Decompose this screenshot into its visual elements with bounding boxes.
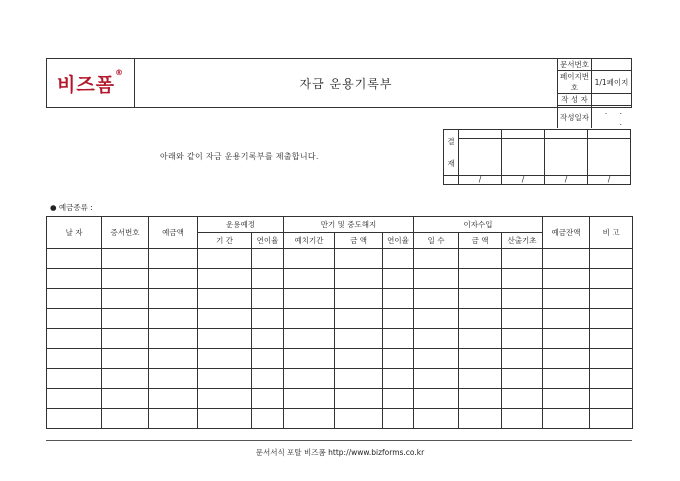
header-maturity-amount: 금 액 — [335, 233, 383, 249]
table-cell[interactable] — [252, 329, 284, 349]
table-cell[interactable] — [590, 389, 633, 409]
table-cell[interactable] — [252, 249, 284, 269]
approval-box — [443, 129, 631, 185]
table-cell[interactable] — [198, 409, 252, 429]
table-cell[interactable] — [284, 289, 335, 309]
footer-text: 문서서식 포탈 비즈폼 http://www.bizforms.co.kr — [255, 448, 425, 457]
table-cell[interactable] — [543, 329, 590, 349]
info-label: 페이지번호 — [558, 71, 592, 94]
table-cell[interactable] — [47, 249, 102, 269]
table-cell[interactable] — [102, 249, 149, 269]
table-cell[interactable] — [47, 329, 102, 349]
table-cell[interactable] — [383, 409, 414, 429]
table-cell[interactable] — [335, 329, 383, 349]
approval-label: 결 재 — [444, 130, 459, 176]
table-cell[interactable] — [198, 289, 252, 309]
footer-divider — [46, 440, 632, 441]
table-cell[interactable] — [284, 389, 335, 409]
approval-title-cell — [502, 130, 545, 139]
table-cell[interactable] — [47, 349, 102, 369]
document-title: 자금 운용기록부 — [299, 76, 393, 91]
table-cell[interactable] — [590, 249, 633, 269]
table-cell[interactable] — [414, 289, 459, 309]
approval-date-cell: / — [545, 176, 588, 185]
header-interest-amount: 금 액 — [459, 233, 502, 249]
table-cell[interactable] — [459, 349, 502, 369]
approval-title-cell — [459, 130, 502, 139]
approval-date-cell: / — [588, 176, 631, 185]
table-cell[interactable] — [502, 369, 543, 389]
header-plan-group: 운용예정 — [198, 217, 284, 233]
info-label: 문서번호 — [558, 59, 592, 71]
table-cell[interactable] — [198, 269, 252, 289]
table-cell[interactable] — [284, 269, 335, 289]
table-cell[interactable] — [414, 249, 459, 269]
table-cell[interactable] — [198, 329, 252, 349]
deposit-type-label: ● 예금종류 : — [50, 203, 93, 212]
table-cell[interactable] — [102, 329, 149, 349]
table-cell[interactable] — [47, 309, 102, 329]
table-cell[interactable] — [502, 329, 543, 349]
approval-sign-cell — [502, 139, 545, 176]
table-cell[interactable] — [149, 349, 198, 369]
info-label: 작 성 자 — [558, 94, 592, 106]
header-interest-group: 이자수입 — [414, 217, 543, 233]
table-cell[interactable] — [284, 249, 335, 269]
intro-text: 아래와 같이 자금 운용기록부를 제출합니다. — [160, 152, 319, 161]
table-body — [47, 249, 633, 429]
fund-record-table — [46, 216, 633, 429]
table-cell[interactable] — [284, 369, 335, 389]
approval-title-cell — [545, 130, 588, 139]
table-cell[interactable] — [543, 309, 590, 329]
table-cell[interactable] — [459, 329, 502, 349]
table-cell[interactable] — [414, 349, 459, 369]
info-value: . . . — [592, 106, 632, 129]
table-cell[interactable] — [502, 409, 543, 429]
header-deposit-amount: 예금액 — [149, 217, 198, 249]
header-remarks: 비 고 — [590, 217, 633, 249]
table-cell[interactable] — [335, 349, 383, 369]
table-cell[interactable] — [590, 369, 633, 389]
table-cell[interactable] — [198, 249, 252, 269]
table-cell[interactable] — [590, 329, 633, 349]
table-row — [47, 289, 633, 309]
header-cert-no: 증서번호 — [102, 217, 149, 249]
table-cell[interactable] — [383, 329, 414, 349]
table-cell[interactable] — [543, 289, 590, 309]
table-cell[interactable] — [284, 349, 335, 369]
table-row — [47, 389, 633, 409]
table-cell[interactable] — [459, 309, 502, 329]
info-value: 1/1페이지 — [592, 71, 632, 94]
table-cell[interactable] — [252, 369, 284, 389]
table-cell[interactable] — [543, 389, 590, 409]
table-cell[interactable] — [252, 269, 284, 289]
header-interest-days: 일 수 — [414, 233, 459, 249]
table-cell[interactable] — [459, 269, 502, 289]
approval-date-cell: / — [459, 176, 502, 185]
approval-title-cell — [588, 130, 631, 139]
table-cell[interactable] — [102, 269, 149, 289]
table-cell[interactable] — [252, 289, 284, 309]
table-cell[interactable] — [198, 369, 252, 389]
table-cell[interactable] — [149, 309, 198, 329]
table-cell[interactable] — [502, 389, 543, 409]
table-cell[interactable] — [102, 289, 149, 309]
table-cell[interactable] — [47, 389, 102, 409]
table-cell[interactable] — [383, 249, 414, 269]
approval-sign-cell — [588, 139, 631, 176]
table-cell[interactable] — [335, 369, 383, 389]
table-cell[interactable] — [47, 369, 102, 389]
table-cell[interactable] — [47, 269, 102, 289]
table-cell[interactable] — [335, 289, 383, 309]
logo-cell — [47, 59, 135, 107]
table-cell[interactable] — [459, 249, 502, 269]
table-cell[interactable] — [47, 289, 102, 309]
table-cell[interactable] — [335, 409, 383, 429]
table-cell[interactable] — [383, 269, 414, 289]
document-header — [46, 58, 632, 127]
header-plan-rate: 연이율 — [252, 233, 284, 249]
table-row — [47, 249, 633, 269]
table-cell[interactable] — [459, 389, 502, 409]
table-cell[interactable] — [252, 389, 284, 409]
header-maturity-period: 예치기간 — [284, 233, 335, 249]
table-cell[interactable] — [102, 369, 149, 389]
table-cell[interactable] — [543, 349, 590, 369]
approval-sign-cell — [545, 139, 588, 176]
table-cell[interactable] — [543, 369, 590, 389]
header-maturity-group: 만기 및 중도해지 — [284, 217, 414, 233]
header-plan-period: 기 간 — [198, 233, 252, 249]
table-cell[interactable] — [252, 349, 284, 369]
table-cell[interactable] — [414, 329, 459, 349]
table-cell[interactable] — [335, 269, 383, 289]
table-row — [47, 329, 633, 349]
table-cell[interactable] — [502, 349, 543, 369]
table-cell[interactable] — [198, 389, 252, 409]
table-cell[interactable] — [502, 249, 543, 269]
table-cell[interactable] — [383, 369, 414, 389]
approval-date-spacer — [444, 176, 459, 185]
table-cell[interactable] — [543, 269, 590, 289]
table-cell[interactable] — [102, 309, 149, 329]
header-maturity-rate: 연이율 — [383, 233, 414, 249]
info-label: 작성일자 — [558, 106, 592, 129]
table-cell[interactable] — [590, 269, 633, 289]
table-cell[interactable] — [590, 309, 633, 329]
table-cell[interactable] — [414, 389, 459, 409]
info-value — [592, 59, 632, 71]
table-cell[interactable] — [149, 249, 198, 269]
table-row — [47, 349, 633, 369]
approval-sign-cell — [459, 139, 502, 176]
table-cell[interactable] — [149, 289, 198, 309]
table-cell[interactable] — [198, 349, 252, 369]
table-cell[interactable] — [459, 369, 502, 389]
table-cell[interactable] — [284, 409, 335, 429]
table-cell[interactable] — [102, 389, 149, 409]
table-cell[interactable] — [335, 389, 383, 409]
table-cell[interactable] — [149, 389, 198, 409]
table-row — [47, 409, 633, 429]
table-cell[interactable] — [502, 309, 543, 329]
table-cell[interactable] — [459, 409, 502, 429]
table-cell[interactable] — [414, 309, 459, 329]
table-cell[interactable] — [383, 289, 414, 309]
table-cell[interactable] — [590, 349, 633, 369]
table-cell[interactable] — [284, 329, 335, 349]
table-cell[interactable] — [414, 369, 459, 389]
table-row — [47, 369, 633, 389]
table-cell[interactable] — [543, 249, 590, 269]
table-cell[interactable] — [47, 409, 102, 429]
table-cell[interactable] — [198, 309, 252, 329]
table-cell[interactable] — [335, 249, 383, 269]
header-balance: 예금잔액 — [543, 217, 590, 249]
table-cell[interactable] — [149, 369, 198, 389]
table-cell[interactable] — [284, 309, 335, 329]
table-cell[interactable] — [459, 289, 502, 309]
table-cell[interactable] — [335, 309, 383, 329]
table-cell[interactable] — [414, 409, 459, 429]
document-info-table — [557, 59, 631, 128]
table-cell[interactable] — [252, 409, 284, 429]
table-cell[interactable] — [383, 349, 414, 369]
header-interest-basis: 산출기초 — [502, 233, 543, 249]
table-row — [47, 269, 633, 289]
table-cell[interactable] — [383, 389, 414, 409]
table-cell[interactable] — [590, 409, 633, 429]
table-cell[interactable] — [414, 269, 459, 289]
info-value — [592, 94, 632, 106]
table-cell[interactable] — [252, 309, 284, 329]
table-cell[interactable] — [149, 329, 198, 349]
table-cell[interactable] — [149, 269, 198, 289]
table-cell[interactable] — [502, 269, 543, 289]
table-cell[interactable] — [383, 309, 414, 329]
table-cell[interactable] — [502, 289, 543, 309]
table-cell[interactable] — [102, 409, 149, 429]
approval-date-cell: / — [502, 176, 545, 185]
table-cell[interactable] — [590, 289, 633, 309]
header-date: 날 자 — [47, 217, 102, 249]
table-cell[interactable] — [543, 409, 590, 429]
table-cell[interactable] — [102, 349, 149, 369]
table-cell[interactable] — [149, 409, 198, 429]
bizforms-logo: 비즈폼® — [56, 67, 125, 96]
table-row — [47, 309, 633, 329]
